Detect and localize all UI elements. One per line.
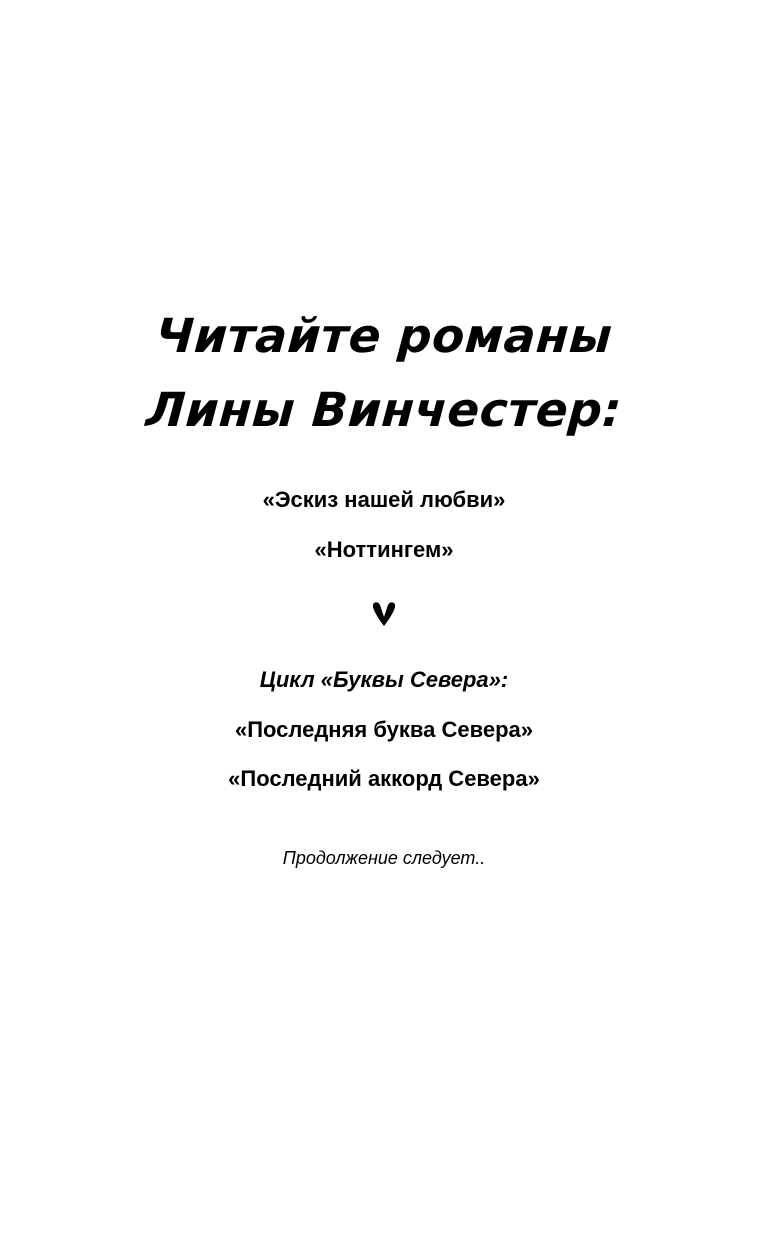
book-title-posledniy-akkord: «Последний аккорд Севера» — [228, 766, 540, 791]
series-title: Цикл «Буквы Севера»: — [259, 667, 509, 692]
book-title-eskiz: «Эскиз нашей любви» — [262, 487, 506, 512]
book-title-poslednyaya-bukva: «Последняя буква Севера» — [234, 717, 534, 742]
heart-icon — [370, 600, 398, 628]
continued-note: Продолжение следует.. — [282, 848, 486, 868]
book-title-nottingem: «Ноттингем» — [314, 537, 454, 562]
page-title-line-1: Читайте романы — [153, 309, 615, 364]
page-title-line-2: Лины Винчестер: — [144, 383, 624, 438]
